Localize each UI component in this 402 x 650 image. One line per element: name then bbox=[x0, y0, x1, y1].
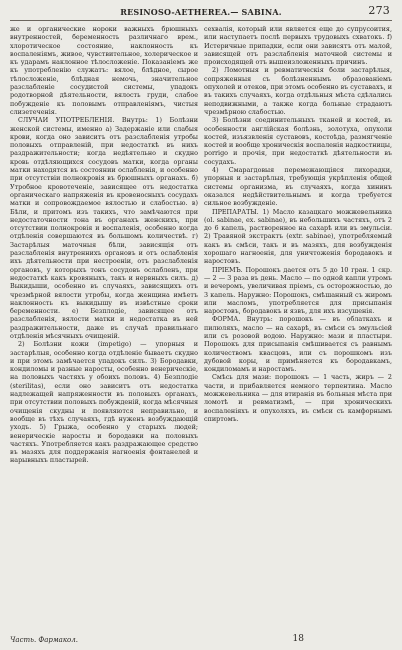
paragraph: 4) Смарагдовыя перемежающіяся лихорадки, упорныя и застарѣлыя, требующія укрѣпленія общей системы организма, въ случаяхъ, когда хининъ оказался недѣйствительнымъ и когда требуется сильное возбужденіе. bbox=[204, 166, 392, 208]
running-header bbox=[10, 4, 392, 21]
signature-mark: Часть. Фармакол. bbox=[10, 636, 78, 644]
running-title: RESINOSO-AETHEREA.— SABINA. bbox=[120, 7, 282, 17]
paragraph: Смѣсь для мази: порошокъ — 1 часть, жиръ — 2 части, и прибавляется немного терпентина. Масло можжевельника — для втиранія въ больныя мѣста при ломотѣ и ревматизмѣ, — при хроническихъ воспаленіяхъ и опухоляхъ, въ смѣси съ камфорнымъ спиртомъ. bbox=[204, 373, 392, 423]
section-preparations: ПРЕПАРАТЫ. 1) Масло казацкаго можжевельника (ol. sabinae, ex. sabinae), въ небольшихъ частяхъ, отъ 2 до 6 капель, растворенное на сахарѣ или въ эмульсіи. 2) Травяной экстрактъ (extr. sabinae), употребляемый какъ въ смѣси, такъ и въ мазяхъ, для возбужденія хорошаго нагноенія, для уничтоженія бородавокъ и наростовъ. bbox=[204, 207, 392, 266]
section-form: ФОРМА. Внутрь: порошокъ — въ облаткахъ и пилюляхъ, масло — на сахарѣ, въ смѣси съ эмульсіей или съ розовой водою. Наружно: мази и пластыри. Порошокъ для присыпанія смѣшивается съ равнымъ количествомъ квасцовъ, или съ порошкомъ изъ дубовой коры, и примѣняется къ бородавкамъ, кондиломамъ и наростамъ. bbox=[204, 315, 392, 374]
paragraph: сехвалія, который или является еще до супрусоития, или наступаетъ послѣ первыхъ трудовыхъ схватокъ. f) Истеричные припадки, если они зависятъ отъ малой, зависящей отъ разслабленія маточной системы и происходящей отъ вышеизложенныхъ причинъ. bbox=[204, 25, 392, 67]
paragraph: 2) Ломотныя и ревматическія боли застарѣлыя, сопряженныя съ болѣзненнымъ образованіемъ опухолей и отеков, при этомъ особенно въ суставахъ, и въ такихъ случаяхъ, когда отдѣльныя мѣста сдѣлались неподвижными, а также когда больные страдаютъ чрезмѣрною слабостью. bbox=[204, 66, 392, 116]
right-column bbox=[204, 25, 392, 625]
two-column-text bbox=[10, 25, 392, 625]
paragraph: 3) Болѣзни соединительныхъ тканей и костей, въ особенности англійская болѣзнь, золотуха, опухоли костей, изъязвленія суставовъ, костоѣда, размягченіе костей и вообще хроническія воспаленія надкостницы, porrigo и прочія, при недостаткѣ дѣятельности въ сосудахъ. bbox=[204, 116, 392, 166]
paragraph: же и органические нороки важныхъ брюшныхъ внутренностей, беременность различнаго врем., хлоротическое состояние, наклонность къ воспаленiямъ, живое, чувствительное, холерическое и къ ударамъ наклонное тѣлосложенiе. Показанiемъ же къ употребленiю служатъ: вялое, блѣдное, сырое тѣлосложенiе, блѣдная немочь, значительное разслабленiе сосудистой системы, упадокъ родотворной дѣятельности, вялость груди, слабое побужденiе къ половымъ отправленiямъ, чистыя слизетеченiя. bbox=[10, 25, 198, 116]
section-dosage: ПРІЕМЪ. Порошокъ дается отъ 5 до 10 гран. 1 скр. — 2 — 3 раза въ день. Масло — по одной капли утромъ и вечеромъ, увеличивая пріемъ, съ осторожностью, до 3 капель. Наружно: Порошокъ, смѣшанный съ жиромъ или масломъ, употребляется для присыпанія наростовъ, бородавокъ и язвъ, для ихъ изсушенія. bbox=[204, 265, 392, 316]
paragraph: СЛУЧАИ УПОТРЕБЛЕНIЯ. Внутрь: 1) Болѣзни женской системы, именно а) Задержаніе или слабыя крови, когда оно зависитъ отъ разслабленія утробы половыхъ отправленій, при недостаткѣ въ нихъ раздражительности; когда недѣятельно и скудно кровь отдѣляющихся сосудовъ матки, когда органы матки находятся въ состоянии ослабленія, и особенно при отсутствіи полнокровія въ брюшныхъ органахъ. б) Утробное кровотеченіе, зависящее отъ недостатка органическаго напряженія въ кровеносныхъ сосудахъ матки и сопровождаемое вялостью и слабостью. в) Бѣли, и притомъ изъ такихъ, что замѣчаются при недостаточности тона въ органахъ женскихъ, при отсутствии полнокровія и воспаленія, особенно когда отдѣленія совершаются въ большомъ количествѣ. г) Застарѣлыя маточныя бѣли, зависящія отъ разслабленія внутреннихъ органовъ и отъ ослабленія ихъ дѣятельности при нестроеніи, отъ разслабленія органовъ, у которыхъ тонъ сосудовъ ослабленъ, при недостаткѣ какъ кровяныхъ, такъ и нервныхъ силъ. д) Выкидыши, особенно въ случаяхъ, зависящихъ отъ чрезмѣрной вялости утробы, когда женщина имѣетъ наклонность къ выкидышу въ извѣстные сроки беременности. е) Безплодіе, зависящее отъ разслабленія, вялости матки и недостатка въ ней раздражительности, даже въ случаѣ правильнаго отдѣленія мѣсячныхъ очищеній. bbox=[10, 116, 198, 340]
page-number: 273 bbox=[368, 4, 390, 17]
page-footer bbox=[10, 632, 392, 644]
sheet-number: 18 bbox=[292, 634, 304, 644]
paragraph: 2) Болѣзни кожи (impetigo) — упорныя и застарѣлыя, особенно когда отдѣленіе бываетъ скудно и при этомъ замѣчается упадокъ силъ. 3) Бородавки, кондиломы и разные наросты, особенно венерическiе, на половыхъ частяхъ у обоихъ половъ. 4) Безплодіе (sterilitas), если оно зависитъ отъ недостатка надлежащей напряженности въ половыхъ органахъ, при отсутствии половыхъ побужденій, когда мѣсячныя очищенія скудны и появляются неправильно, и вообще въ тѣхъ случаяхъ, гдѣ нуженъ возбуждающій уходъ. 5) Грыжа, особенно у старыхъ людей; венерическiе наросты и бородавки на половыхъ частяхъ. Употребляется какъ раздражающее средство въ мазяхъ для поддержанія нагноенія фонтанелей и нарывныхъ пластырей. bbox=[10, 340, 198, 465]
left-column bbox=[10, 25, 198, 625]
